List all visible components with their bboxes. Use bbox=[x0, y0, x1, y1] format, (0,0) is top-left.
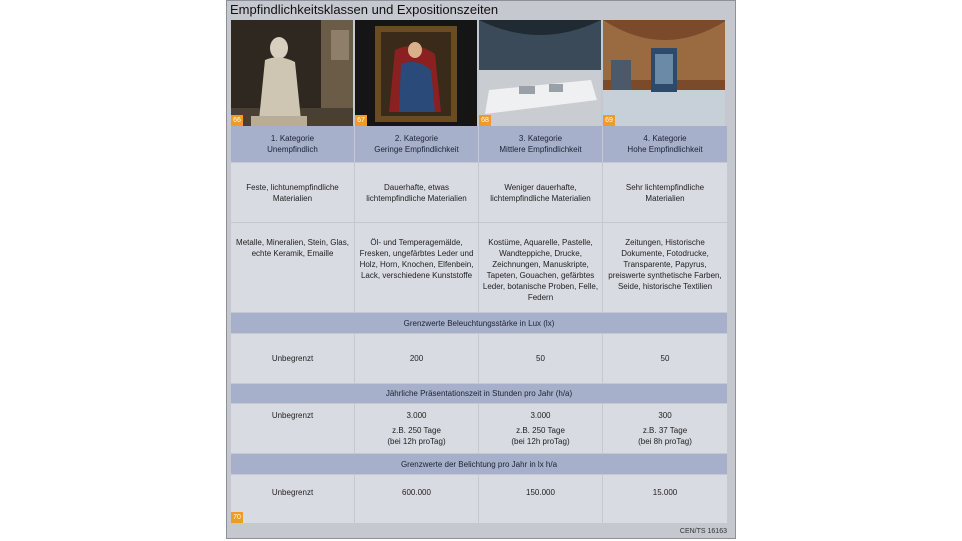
lux-value-4: 50 bbox=[603, 334, 727, 383]
lux-value-2: 200 bbox=[355, 334, 478, 383]
category-header-4: 4. Kategorie Hohe Empfindlichkeit bbox=[603, 126, 727, 162]
slide-frame bbox=[226, 0, 736, 539]
photo-showcase bbox=[479, 20, 601, 126]
category-header-3: 3. Kategorie Mittlere Empfindlichkeit bbox=[479, 126, 602, 162]
hours-note-4: z.B. 37 Tage (bei 8h proTag) bbox=[638, 426, 692, 446]
category-desc-3: Weniger dauerhafte, lichtempfindliche Materialien bbox=[479, 163, 602, 222]
exposure-value-2: 600.000 bbox=[355, 475, 478, 523]
photo-sculpture bbox=[231, 20, 353, 126]
category-materials-4: Zeitungen, Historische Dokumente, Fotodrucke, Transparente, Papyrus, preiswerte synthetische Farben, Seide, historische Textilien bbox=[603, 223, 727, 312]
lux-value-3: 50 bbox=[479, 334, 602, 383]
category-desc-4: Sehr lichtempfindliche Materialien bbox=[603, 163, 727, 222]
category-materials-3: Kostüme, Aquarelle, Pastelle, Wandteppiche, Drucke, Zeichnungen, Manuskripte, Tapeten, Gouachen, gefärbtes Leder, botanische Proben, Felle, Federn bbox=[479, 223, 602, 312]
photo-textiles bbox=[603, 20, 725, 126]
category-header-2: 2. Kategorie Geringe Empfindlichkeit bbox=[355, 126, 478, 162]
photo-badge-66: 66 bbox=[231, 115, 243, 126]
category-desc-2: Dauerhafte, etwas lichtempfindliche Materialien bbox=[355, 163, 478, 222]
exposure-value-4: 15.000 bbox=[603, 475, 727, 523]
table-row-hours bbox=[231, 404, 727, 453]
hours-value-2: 3.000 bbox=[406, 411, 427, 420]
photo-strip bbox=[231, 20, 727, 126]
section-exposure-header: Grenzwerte der Belichtung pro Jahr in lx h/a bbox=[231, 454, 727, 474]
footer-source: CEN/TS 16163 bbox=[679, 528, 727, 535]
hours-cell-2 bbox=[355, 404, 478, 453]
photo-badge-67: 67 bbox=[355, 115, 367, 126]
hours-note-2: z.B. 250 Tage (bei 12h proTag) bbox=[387, 426, 446, 446]
table-row-descriptions bbox=[231, 163, 727, 222]
page-title: Empfindlichkeitsklassen und Expositionszeiten bbox=[230, 2, 499, 17]
exposure-value-3: 150.000 bbox=[479, 475, 602, 523]
category-header-1: 1. Kategorie Unempfindlich bbox=[231, 126, 354, 162]
hours-value-1: Unbegrenzt bbox=[271, 411, 314, 420]
table-row-headers bbox=[231, 126, 727, 162]
category-desc-1: Feste, lichtunempfindliche Materialien bbox=[231, 163, 354, 222]
exposure-value-1: Unbegrenzt bbox=[231, 475, 354, 523]
photo-badge-69: 69 bbox=[603, 115, 615, 126]
slide-badge-70: 70 bbox=[231, 512, 243, 523]
hours-value-3: 3.000 bbox=[530, 411, 551, 420]
photo-badge-68: 68 bbox=[479, 115, 491, 126]
table-row-exposure bbox=[231, 475, 727, 523]
section-hours-header: Jährliche Präsentationszeit in Stunden pro Jahr (h/a) bbox=[231, 384, 727, 403]
hours-note-3: z.B. 250 Tage (bei 12h proTag) bbox=[511, 426, 570, 446]
hours-cell-4 bbox=[603, 404, 727, 453]
hours-cell-3 bbox=[479, 404, 602, 453]
lux-value-1: Unbegrenzt bbox=[231, 334, 354, 383]
hours-value-4: 300 bbox=[658, 411, 672, 420]
photo-painting bbox=[355, 20, 477, 126]
section-lux-header: Grenzwerte Beleuchtungsstärke in Lux (lx) bbox=[231, 313, 727, 333]
table-row-lux bbox=[231, 334, 727, 383]
category-materials-2: Öl- und Temperagemälde, Fresken, ungefärbtes Leder und Holz, Horn, Knochen, Elfenbein, Lack, verschiedene Kunststoffe bbox=[355, 223, 478, 312]
hours-cell-1 bbox=[231, 404, 354, 453]
table-row-materials bbox=[231, 223, 727, 312]
category-materials-1: Metalle, Mineralien, Stein, Glas, echte Keramik, Emaille bbox=[231, 223, 354, 312]
